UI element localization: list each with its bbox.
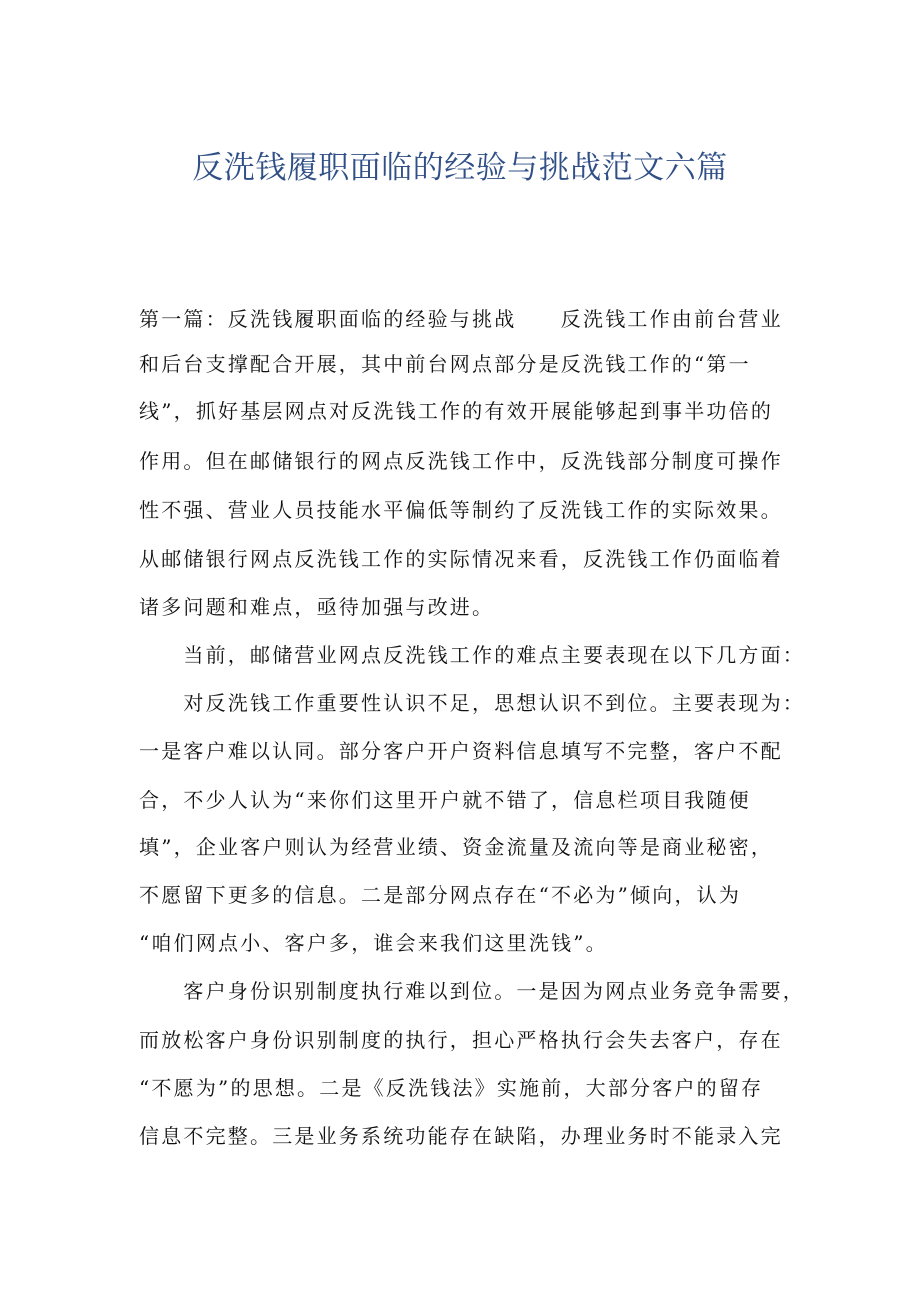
- body-line: “不愿为”的思想。二是《反洗钱法》实施前，大部分客户的留存: [139, 1076, 764, 1100]
- body-line: 一是客户难以认同。部分客户开户资料信息填写不完整，客户不配: [139, 739, 783, 763]
- body-line: 当前，邮储营业网点反洗钱工作的难点主要表现在以下几方面：: [139, 643, 805, 667]
- body-line: 线”，抓好基层网点对反洗钱工作的有效开展能够起到事半功倍的: [139, 399, 774, 423]
- body-line: 不愿留下更多的信息。二是部分网点存在“不必为”倾向，认为: [139, 883, 742, 907]
- body-line: 对反洗钱工作重要性认识不足，思想认识不到位。主要表现为：: [139, 691, 805, 715]
- body-line: 性不强、营业人员技能水平偏低等制约了反洗钱工作的实际效果。: [139, 498, 783, 522]
- body-line: 从邮储银行网点反洗钱工作的实际情况来看，反洗钱工作仍面临着: [139, 547, 783, 571]
- body-line: 诸多问题和难点，亟待加强与改进。: [139, 595, 495, 619]
- body-line: “咱们网点小、客户多，谁会来我们这里洗钱”。: [139, 931, 608, 955]
- body-line: 填”，企业客户则认为经营业绩、资金流量及流向等是商业秘密，: [139, 835, 774, 859]
- body-line: 而放松客户身份识别制度的执行，担心严格执行会失去客户，存在: [139, 1028, 783, 1052]
- body-line: 合，不少人认为“来你们这里开户就不错了，信息栏项目我随便: [139, 788, 751, 812]
- body-line: 作用。但在邮储银行的网点反洗钱工作中，反洗钱部分制度可操作: [139, 449, 783, 473]
- document-title: 反洗钱履职面临的经验与挑战范文六篇: [192, 150, 728, 186]
- body-line: 第一篇：反洗钱履职面临的经验与挑战 反洗钱工作由前台营业: [139, 307, 783, 331]
- body-line: 客户身份识别制度执行难以到位。一是因为网点业务竞争需要，: [139, 979, 805, 1003]
- body-line: 信息不完整。三是业务系统功能存在缺陷，办理业务时不能录入完: [139, 1124, 783, 1148]
- body-line: 和后台支撑配合开展，其中前台网点部分是反洗钱工作的“第一: [139, 352, 751, 376]
